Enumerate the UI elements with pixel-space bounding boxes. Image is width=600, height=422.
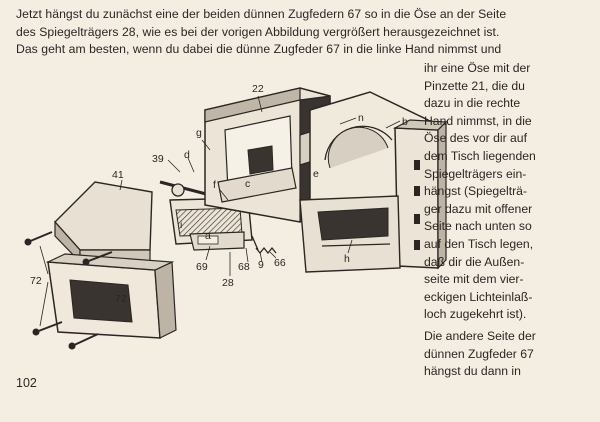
text-line: dazu in die rechte — [424, 96, 521, 111]
label-h: h — [344, 253, 350, 265]
label-41: 41 — [112, 169, 124, 181]
text-line: Pinzette 21, die du — [424, 78, 525, 93]
text-line: ihr eine Öse mit der — [424, 61, 531, 75]
label-f: f — [213, 179, 216, 191]
spring-66 — [252, 236, 276, 253]
label-72-center: 72 — [115, 293, 127, 305]
text-line: dünnen Zugfeder 67 — [424, 346, 534, 361]
page-number: 102 — [16, 376, 37, 390]
text-line: hängst du dann in — [424, 364, 521, 379]
label-9: 9 — [258, 259, 264, 271]
text-line: Das geht am besten, wenn du dabei die dünne Zugfeder 67 in die linke Hand nimmst und — [16, 42, 502, 56]
text-line: seite mit dem vier- — [424, 272, 524, 287]
text-line: auf den Tisch legen, — [424, 236, 534, 251]
text-line: Spiegelträgers ein- — [424, 166, 527, 181]
side-paragraph — [424, 60, 584, 381]
text-line: hängst (Spiegelträ- — [424, 184, 527, 199]
part-72-frame — [48, 254, 176, 338]
text-line: des Spiegelträgers 28, wie es bei der vorigen Abbildung vergrößert herausgezeichnet ist. — [16, 24, 500, 39]
text-line: Hand nimmst, in die — [424, 113, 532, 128]
label-c: c — [245, 178, 251, 190]
text-line: Seite nach unten so — [424, 219, 532, 234]
label-i: i — [180, 219, 183, 231]
label-39: 39 — [152, 153, 164, 165]
text-line: daß dir die Außen- — [424, 254, 525, 269]
label-72-left: 72 — [30, 275, 42, 287]
text-line: dem Tisch liegenden — [424, 148, 536, 163]
label-b: b — [402, 116, 408, 128]
label-g: g — [196, 127, 202, 139]
part-h-slide — [300, 196, 400, 272]
text-line: loch zugekehrt ist). — [424, 307, 527, 322]
label-n: n — [358, 112, 364, 124]
part-41-bracket — [55, 182, 152, 262]
text-line: Öse des vor dir auf — [424, 131, 527, 146]
label-66: 66 — [274, 257, 286, 269]
text-line: ger dazu mit offener — [424, 201, 533, 216]
label-e: e — [313, 168, 319, 180]
text-line: eckigen Lichteinlaß- — [424, 289, 533, 304]
label-a: a — [205, 230, 211, 242]
label-69: 69 — [196, 261, 208, 273]
label-28: 28 — [222, 277, 234, 289]
label-22: 22 — [252, 83, 264, 95]
text-line: Jetzt hängst du zunächst eine der beiden dünnen Zugfedern 67 so in die Öse an der Seite — [16, 7, 507, 21]
label-d: d — [184, 149, 190, 161]
label-68: 68 — [238, 261, 250, 273]
text-line: Die andere Seite der — [424, 328, 536, 343]
